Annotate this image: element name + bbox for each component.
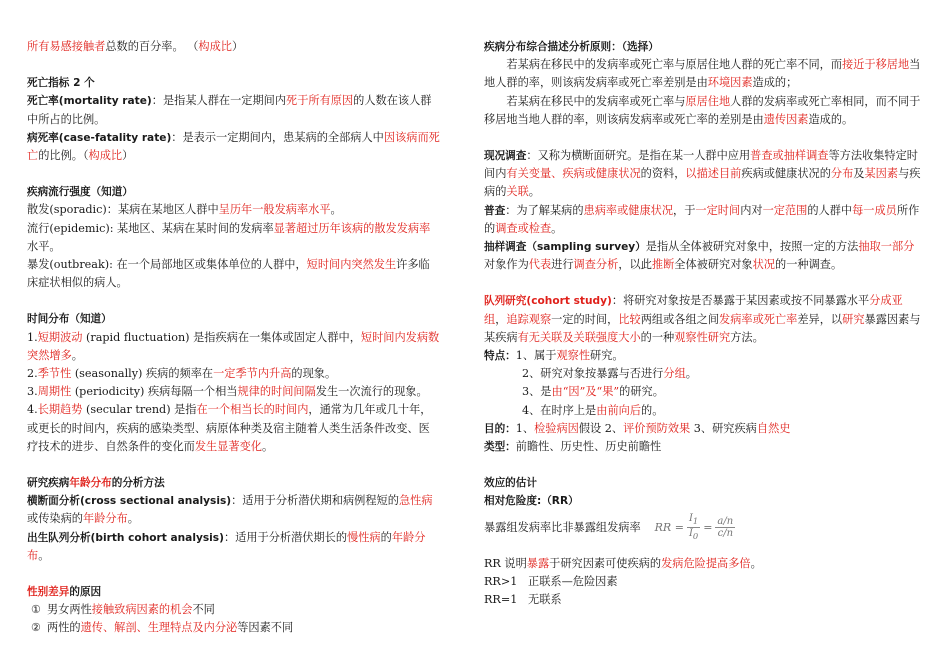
section-heading: 研究疾病年龄分布的分析方法 <box>27 477 165 490</box>
feature-item: 4、在时序上是由前向后的。 <box>522 403 664 417</box>
list-item: 1.短期波动 (rapid fluctuation) 是指疾病在一集体或固定人群中，短时间内发病数突然增多。 <box>27 330 440 362</box>
cross-sectional-definition: 横断面分析(cross sectional analysis)：适用于分析潜伏期和病例程短的急性病或传染病的年龄分布。 <box>27 494 433 526</box>
text-line: 所有易感接触者总数的百分率。 （构成比） <box>27 40 244 53</box>
rr-formula-row <box>484 511 922 545</box>
purpose-line: 目的：1、检验病因假设 2、评价预防效果 3、研究疾病自然史 <box>484 421 791 435</box>
list-item: 4.长期趋势 (secular trend) 是指在一个相当长的时间内，通常为几年或几十年，或更长的时间内，疾病的感染类型、病原体种类及宿主随着人类生活条件改变、医疗技术的进步、自然条件的变化而发生显著变化。 <box>27 403 432 453</box>
fatality-definition: 病死率(case-fatality rate)：是表示一定期间内，患某病的全部病人中因该病而死亡的比例。（构成比） <box>27 130 440 163</box>
formula-text: 暴露组发病率比非暴露组发病率 <box>484 520 641 534</box>
list-item: ② 两性的遗传、解剖、生理特点及内分泌等因素不同 <box>31 621 294 635</box>
list-item: 2.季节性 (seasonally) 疾病的频率在一定季节内升高的现象。 <box>27 367 337 381</box>
section-heading: 效应的估计 <box>484 477 537 490</box>
epidemic-definition: 流行(epidemic): 某地区、某病在某时间的发病率显著超过历年该病的散发发病率水平。 <box>27 221 431 253</box>
survey-definition: 现况调查：又称为横断面研究。是指在某一人群中应用普查或抽样调查等方法收集特定时间内有关变量、疾病或健康状况的资料，以描述目前疾病或健康状况的分布及某因素与疾病的关联。 <box>484 149 921 199</box>
list-item: ① 男女两性接触致病因素的机会不同 <box>31 603 215 617</box>
types-line: 类型：前瞻性、历史性、历史前瞻性 <box>484 440 662 454</box>
rr-formula: RR = $\frac{I_1}{I_0}$ = $\frac{a/n}{c/n}$ <box>654 513 734 542</box>
sporadic-definition: 散发(sporadic)：某病在某地区人群中呈历年一般发病率水平。 <box>27 203 342 217</box>
section-heading: 疾病流行强度（知道） <box>27 186 133 199</box>
mortality-definition: 死亡率(mortality rate)：是指某人群在一定期间内死于所有原因的人数在该人群中所占的比例。 <box>27 94 432 126</box>
rr-item: RR>1 正联系—危险因素 <box>484 574 618 588</box>
section-heading: 性别差异的原因 <box>27 586 102 599</box>
section-heading: 死亡指标 2 个 <box>27 77 95 90</box>
section-heading: 时间分布（知道） <box>27 313 112 326</box>
principle-paragraph: 若某病在移民中的发病率或死亡率与原居住地人群的发病率或死亡率相同，而不同于移居地当地人群的率，则该病发病率或死亡率的差别是由遗传因素造成的。 <box>484 94 921 126</box>
birth-cohort-definition: 出生队列分析(birth cohort analysis)：适用于分析潜伏期长的慢性病的年龄分布。 <box>27 530 426 562</box>
rr-item: RR=1 无联系 <box>484 593 562 607</box>
census-definition: 普查：为了解某病的患病率或健康状况，于一定时间内对一定范围的人群中每一成员所作的调查或检查。 <box>484 203 920 235</box>
feature-item: 2、研究对象按暴露与否进行分组。 <box>522 367 697 381</box>
principle-paragraph: 若某病在移民中的发病率或死亡率与原居住地人群的死亡率不同，而接近于移居地当地人群的率，则该病发病率或死亡率差别是由环境因素造成的； <box>484 58 921 90</box>
outbreak-definition: 暴发(outbreak): 在一个局部地区或集体单位的人群中，短时间内突然发生许多临床症状相似的病人。 <box>27 258 430 290</box>
feature-item: 3、是由“因”及“果”的研究。 <box>522 385 664 399</box>
list-item: 3.周期性 (periodicity) 疾病每隔一个相当规律的时间间隔发生一次流行的现象。 <box>27 385 428 399</box>
section-heading: 疾病分布综合描述分析原则：（选择） <box>484 41 659 53</box>
cohort-definition: 队列研究(cohort study)：将研究对象按是否暴露于某因素或按不同暴露水平分成亚组，追踪观察一定的时间，比较两组或各组之间发病率或死亡率差异，以研究暴露因素与某疾病有无关联及关联强度大小的一种观察性研究方法。 <box>484 294 921 344</box>
rr-heading: 相对危险度:（RR） <box>484 495 579 508</box>
left-column <box>27 38 440 638</box>
rr-description: RR 说明暴露于研究因素可使疾病的发病危险提高多倍。 <box>484 556 762 570</box>
feature-item: 特点：1、属于观察性研究。 <box>484 349 624 363</box>
sampling-definition: 抽样调查（sampling survey）是指从全体被研究对象中，按照一定的方法抽取一部分对象作为代表进行调查分析，以此推断全体被研究对象状况的一种调查。 <box>484 240 915 272</box>
right-column <box>484 38 922 609</box>
